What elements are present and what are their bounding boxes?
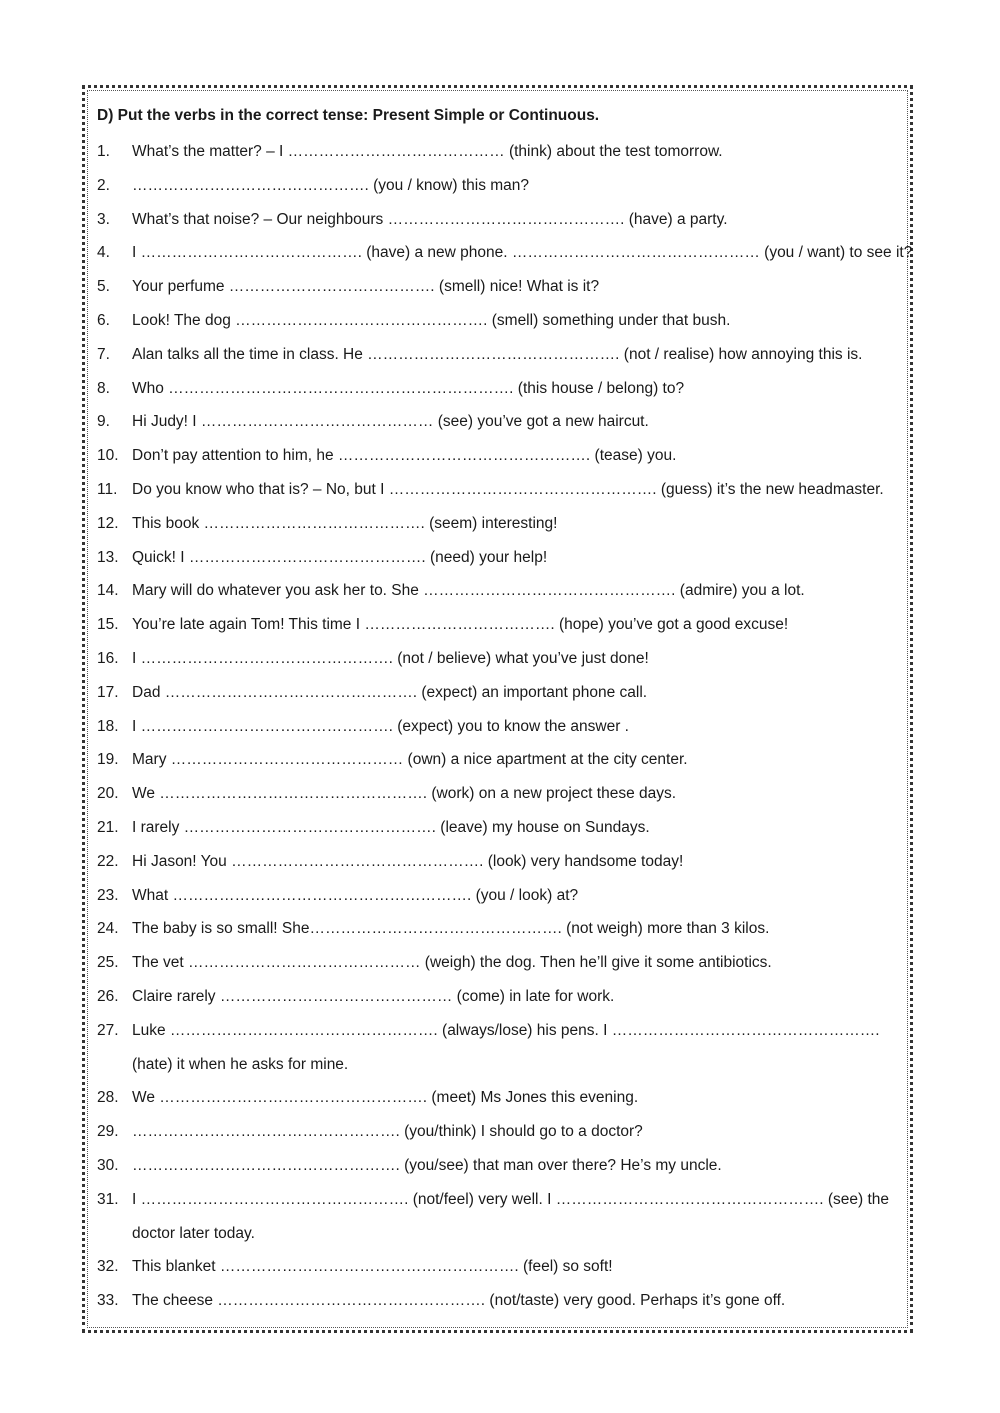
item-sentence: The vet ……………………………………… (weigh) the dog. Then he’ll give it some antibiotics. xyxy=(132,954,772,972)
item-number: 1. xyxy=(97,143,110,160)
item-sentence: The cheese ……………………………………………. (not/taste) very good. Perhaps it’s gone off. xyxy=(132,1292,786,1310)
item-number: 26. xyxy=(97,987,119,1005)
item-sentence: This book ……………………………………. (seem) interesting! xyxy=(132,514,558,532)
item-sentence: Who …………………………………………………………. (this house / belong) to? xyxy=(132,379,685,397)
item-number: 14. xyxy=(97,582,119,600)
item-sentence: What …………………………………………………. (you / look) at? xyxy=(132,886,579,904)
item-number: 25. xyxy=(97,954,119,972)
item-number: 11. xyxy=(97,480,118,498)
item-number: 20. xyxy=(97,785,119,803)
item-sentence: Hi Judy! I ……………………………………… (see) you’ve got a new haircut. xyxy=(132,413,649,431)
item-number: 5. xyxy=(97,278,110,296)
item-sentence: ……………………………………………. (you/see) that man over there? He’s my uncle. xyxy=(132,1156,722,1174)
item-number: 10. xyxy=(97,447,119,465)
item-sentence: I ……………………………………. (have) a new phone. ………………………………………… (you / want) to see it? xyxy=(132,244,913,262)
item-number: 13. xyxy=(97,548,119,566)
item-sentence: I …………………………………………. (expect) you to know the answer . xyxy=(132,717,629,735)
item-number: 31. xyxy=(97,1190,119,1208)
item-sentence: What’s that noise? – Our neighbours ………………………………………. (have) a party. xyxy=(132,210,728,228)
item-sentence: ……………………………………………. (you/think) I should go to a doctor? xyxy=(132,1123,643,1141)
item-sentence: The baby is so small! She…………………………………………. (not weigh) more than 3 kilos. xyxy=(132,920,770,938)
item-number: 29. xyxy=(97,1123,119,1141)
item-sentence: Quick! I ………………………………………. (need) your help! xyxy=(132,548,548,566)
item-sentence: This blanket …………………………………………………. (feel) so soft! xyxy=(132,1258,613,1276)
item-number: 18. xyxy=(97,717,119,735)
item-sentence: Luke ……………………………………………. (always/lose) his pens. I ……………………………………………. (hate) it when he asks for mine. xyxy=(132,1021,880,1073)
item-sentence: Hi Jason! You …………………………………………. (look) very handsome today! xyxy=(132,852,684,870)
item-sentence: We ……………………………………………. (meet) Ms Jones this evening. xyxy=(132,1089,639,1107)
item-sentence: I …………………………………………. (not / believe) what you’ve just done! xyxy=(132,649,649,667)
item-number: 9. xyxy=(97,413,110,431)
item-number: 15. xyxy=(97,616,119,634)
item-sentence: Mary will do whatever you ask her to. She …………………………………………. (admire) you a lot. xyxy=(132,582,805,600)
item-number: 7. xyxy=(97,345,110,363)
item-number: 4. xyxy=(97,244,110,262)
item-number: 28. xyxy=(97,1089,119,1107)
item-number: 12. xyxy=(97,514,119,532)
exercise-item xyxy=(97,1290,897,1324)
exercise-item xyxy=(97,1189,897,1257)
item-sentence: Alan talks all the time in class. He …………………………………………. (not / realise) how annoying this is. xyxy=(132,345,863,363)
item-sentence: Don’t pay attention to him, he …………………………………………. (tease) you. xyxy=(132,447,677,465)
item-sentence: Dad …………………………………………. (expect) an important phone call. xyxy=(132,683,648,701)
item-sentence: ………………………………………. (you / know) this man? xyxy=(132,176,530,194)
item-number: 33. xyxy=(97,1292,119,1310)
item-number: 19. xyxy=(97,751,119,769)
item-number: 32. xyxy=(97,1258,119,1276)
item-number: 3. xyxy=(97,210,110,228)
item-sentence: Your perfume …………………………………. (smell) nice! What is it? xyxy=(132,278,600,296)
item-number: 17. xyxy=(97,683,119,701)
item-number: 6. xyxy=(97,311,110,329)
item-number: 2. xyxy=(97,176,110,194)
item-sentence: Look! The dog …………………………………………. (smell) something under that bush. xyxy=(132,311,731,329)
item-sentence: I rarely …………………………………………. (leave) my house on Sundays. xyxy=(132,818,650,836)
item-sentence: What’s the matter? – I …………………………………… (think) about the test tomorrow. xyxy=(132,143,723,160)
item-number: 27. xyxy=(97,1021,119,1039)
item-number: 30. xyxy=(97,1156,119,1174)
item-sentence: I ……………………………………………. (not/feel) very well. I ……………………………………………. (see) the doctor later today. xyxy=(132,1190,889,1242)
item-sentence: Mary ……………………………………… (own) a nice apartment at the city center. xyxy=(132,751,688,769)
exercise-item xyxy=(97,1020,897,1088)
item-sentence: Claire rarely ……………………………………… (come) in late for work. xyxy=(132,987,615,1005)
item-sentence: We ……………………………………………. (work) on a new project these days. xyxy=(132,785,677,803)
item-sentence: Do you know who that is? – No, but I ……………………………………………. (guess) it’s the new headmaster. xyxy=(132,480,884,498)
exercise-list xyxy=(97,141,913,1324)
item-sentence: You’re late again Tom! This time I ………………………………. (hope) you’ve got a good excuse! xyxy=(132,616,789,634)
item-number: 24. xyxy=(97,920,119,938)
exercise-heading: D) Put the verbs in the correct tense: Present Simple or Continuous. xyxy=(97,107,600,124)
item-number: 23. xyxy=(97,886,119,904)
item-number: 8. xyxy=(97,379,110,397)
item-number: 16. xyxy=(97,649,119,667)
item-number: 21. xyxy=(97,818,119,836)
item-number: 22. xyxy=(97,852,119,870)
